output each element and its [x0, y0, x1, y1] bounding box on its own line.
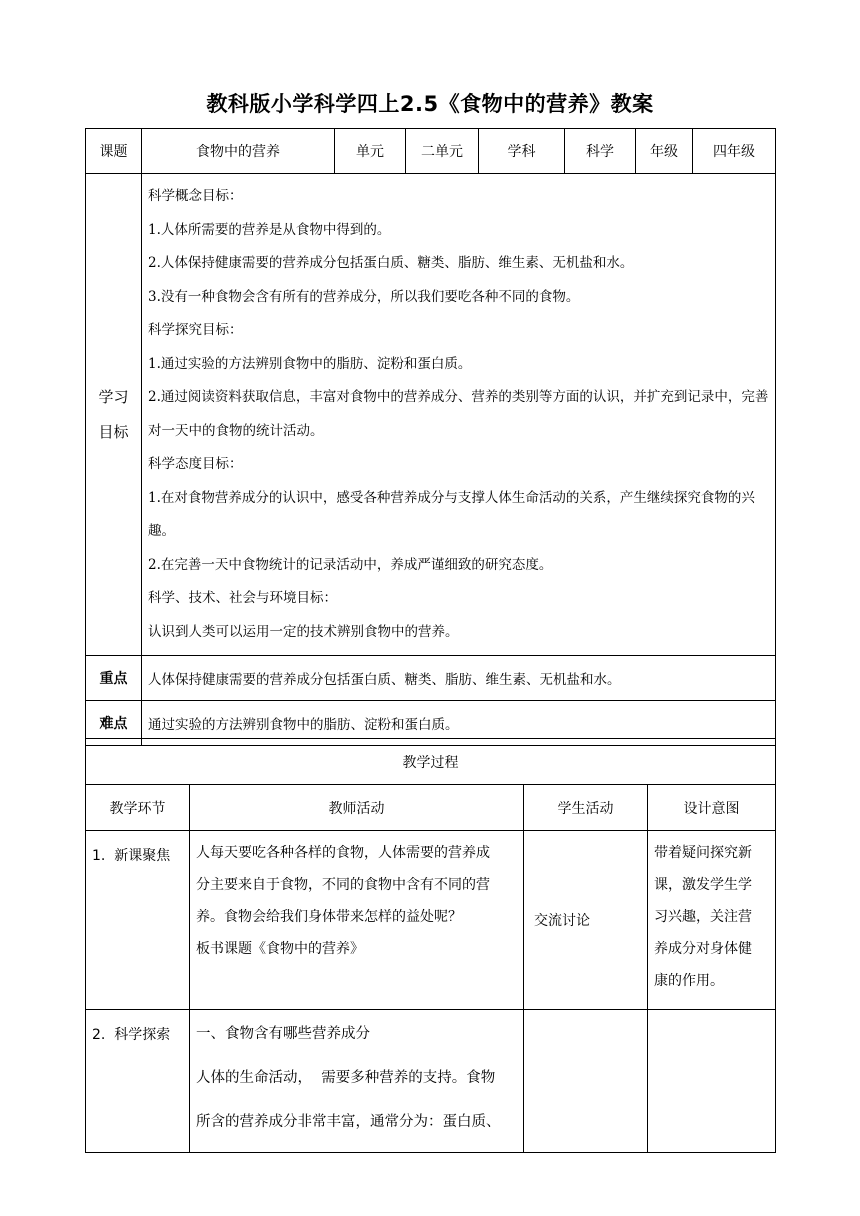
teacher-activity-1: 人每天要吃各种各样的食物，人体需要的营养成 分主要来自于食物，不同的食物中含有不同的营 养。食物会给我们身体带来怎样的益处呢？ 板书课题《食物中的营养》: [190, 831, 524, 1010]
goal-line: 3.没有一种食物会含有所有的营养成分，所以我们要吃各种不同的食物。: [148, 288, 580, 305]
unit-value: 二单元: [406, 129, 479, 174]
goal-line: 1.通过实验的方法辨别食物中的脂肪、淀粉和蛋白质。: [148, 355, 472, 372]
difficulty-text: 通过实验的方法辨别食物中的脂肪、淀粉和蛋白质。: [142, 701, 776, 746]
goal-line: 1.在对食物营养成分的认识中，感受各种营养成分与支撑人体生命活动的关系，产生继续探究食物的兴趣。: [148, 489, 755, 539]
goal-line: 科学探究目标：: [148, 322, 243, 338]
subject-label: 学科: [479, 129, 565, 174]
key-point-label: 重点: [86, 656, 142, 701]
process-title: 教学过程: [86, 739, 776, 785]
goal-line: 2.人体保持健康需要的营养成分包括蛋白质、糖类、脂肪、维生素、无机盐和水。: [148, 255, 634, 271]
header-student: 学生活动: [524, 785, 648, 831]
lesson-info-table: [85, 128, 776, 746]
goal-line: 科学、技术、社会与环境目标：: [148, 590, 337, 606]
header-intent: 设计意图: [648, 785, 776, 831]
goals-label: 学习 目标: [86, 174, 142, 656]
difficulty-label: 难点: [86, 701, 142, 746]
teaching-process-table: [85, 738, 776, 1153]
goal-line: 1.人体所需要的营养是从食物中得到的。: [148, 221, 391, 238]
key-point-text: 人体保持健康需要的营养成分包括蛋白质、糖类、脂肪、维生素、无机盐和水。: [142, 656, 776, 701]
topic-label: 课题: [86, 129, 142, 174]
design-intent-2: [648, 1010, 776, 1153]
goal-line: 2.在完善一天中食物统计的记录活动中，养成严谨细致的研究态度。: [148, 556, 553, 573]
goals-content: [142, 174, 776, 656]
goal-line: 2.通过阅读资料获取信息，丰富对食物中的营养成分、营养的类别等方面的认识，并扩充到记录中，完善对一天中的食物的统计活动。: [148, 389, 769, 439]
goal-line: 科学态度目标：: [148, 456, 243, 472]
document-title: 教科版小学科学四上2.5《食物中的营养》教案: [206, 92, 654, 116]
stage-2: 2. 科学探索: [86, 1010, 190, 1153]
topic-value: 食物中的营养: [142, 129, 335, 174]
goal-line: 科学概念目标：: [148, 188, 243, 204]
header-stage: 教学环节: [86, 785, 190, 831]
grade-label: 年级: [636, 129, 693, 174]
design-intent-1: 带着疑问探究新 课，激发学生学 习兴趣，关注营 养成分对身体健 康的作用。: [648, 831, 776, 1010]
subject-value: 科学: [565, 129, 636, 174]
student-activity-2: [524, 1010, 648, 1153]
grade-value: 四年级: [693, 129, 776, 174]
unit-label: 单元: [335, 129, 406, 174]
teacher-activity-2: 一、食物含有哪些营养成分 人体的生命活动， 需要多种营养的支持。食物 所含的营养成分非常丰富，通常分为：蛋白质、: [190, 1010, 524, 1153]
student-activity-1: 交流讨论: [524, 831, 648, 1010]
goal-line: 认识到人类可以运用一定的技术辨别食物中的营养。: [148, 623, 459, 640]
stage-1: 1. 新课聚焦: [86, 831, 190, 1010]
header-teacher: 教师活动: [190, 785, 524, 831]
